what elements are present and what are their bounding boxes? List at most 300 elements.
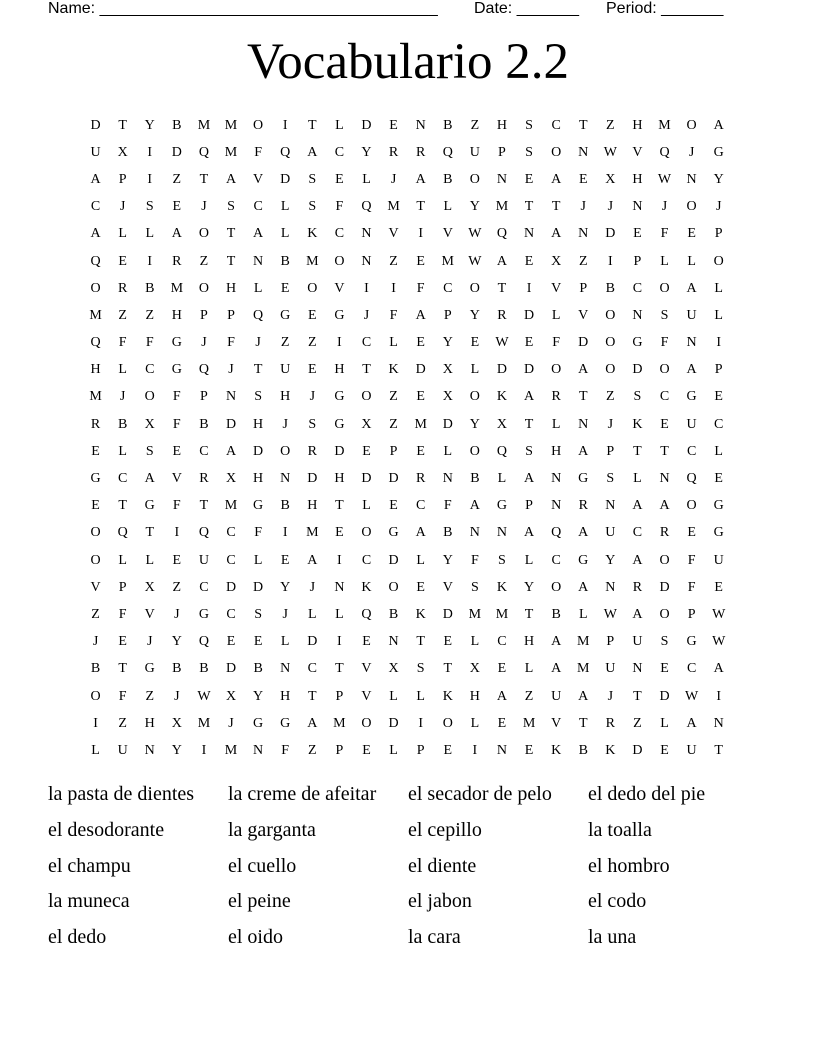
- grid-cell: S: [308, 171, 317, 187]
- grid-cell: M: [306, 253, 319, 269]
- grid-cell: G: [334, 389, 345, 405]
- grid-cell: K: [605, 742, 616, 758]
- grid-cell: V: [253, 171, 264, 187]
- grid-cell: H: [280, 688, 291, 704]
- grid-cell: N: [578, 144, 589, 160]
- grid-cell: T: [633, 688, 642, 704]
- grid-cell: Q: [90, 335, 101, 351]
- grid-cell: I: [282, 525, 288, 541]
- grid-cell: C: [226, 552, 236, 568]
- grid-cell: D: [415, 362, 426, 378]
- grid-cell: E: [389, 117, 398, 133]
- grid-cell: P: [606, 443, 615, 459]
- grid-cell: B: [199, 661, 209, 677]
- grid-cell: O: [551, 579, 562, 595]
- grid-cell: D: [225, 416, 237, 432]
- grid-cell: H: [90, 362, 101, 378]
- grid-cell: X: [225, 688, 237, 704]
- grid-cell: C: [497, 634, 507, 650]
- grid-cell: Z: [606, 389, 615, 405]
- grid-cell: J: [282, 416, 288, 432]
- grid-cell: D: [659, 579, 670, 595]
- grid-cell: T: [199, 171, 209, 187]
- grid-cell: D: [225, 579, 237, 595]
- grid-cell: O: [90, 688, 101, 704]
- grid-cell: I: [391, 280, 396, 296]
- grid-cell: S: [525, 443, 533, 459]
- grid-cell: N: [469, 525, 480, 541]
- grid-cell: I: [174, 525, 180, 541]
- grid-cell: E: [172, 443, 182, 459]
- grid-cell: F: [118, 335, 127, 351]
- grid-cell: N: [253, 742, 264, 758]
- grid-cell: Y: [523, 579, 535, 595]
- grid-cell: L: [335, 117, 344, 133]
- grid-cell: L: [470, 634, 480, 650]
- grid-cell: R: [416, 471, 426, 487]
- grid-cell: H: [469, 688, 480, 704]
- grid-cell: N: [632, 307, 643, 323]
- grid-cell: S: [227, 199, 235, 215]
- grid-cell: G: [171, 335, 182, 351]
- grid-cell: G: [280, 307, 291, 323]
- grid-cell: S: [416, 661, 425, 677]
- grid-cell: O: [307, 280, 318, 296]
- grid-cell: F: [172, 389, 181, 405]
- grid-cell: O: [551, 144, 562, 160]
- grid-cell: G: [90, 471, 101, 487]
- grid-cell: D: [632, 742, 643, 758]
- grid-cell: F: [416, 280, 425, 296]
- grid-cell: E: [118, 634, 127, 650]
- grid-cell: X: [469, 661, 480, 677]
- grid-cell: N: [280, 661, 291, 677]
- grid-cell: J: [363, 307, 370, 323]
- name-field-label: Name: ______________________________________: [48, 0, 438, 17]
- grid-cell: B: [551, 606, 561, 622]
- grid-cell: S: [254, 389, 262, 405]
- period-field-label: Period: _______: [606, 0, 724, 17]
- grid-cell: K: [551, 742, 562, 758]
- grid-cell: U: [117, 742, 128, 758]
- word-list-item: la toalla: [588, 818, 652, 841]
- word-list-item: el jabon: [408, 890, 472, 913]
- grid-cell: A: [578, 443, 589, 459]
- grid-cell: N: [686, 171, 697, 187]
- grid-cell: Z: [172, 171, 182, 187]
- grid-cell: X: [551, 253, 562, 269]
- grid-cell: P: [118, 171, 127, 187]
- grid-cell: N: [578, 416, 589, 432]
- grid-cell: Q: [253, 307, 264, 323]
- grid-cell: Q: [90, 253, 101, 269]
- grid-cell: A: [632, 498, 643, 514]
- grid-cell: F: [254, 525, 262, 541]
- grid-cell: D: [578, 335, 589, 351]
- grid-cell: O: [605, 335, 616, 351]
- grid-cell: C: [714, 416, 724, 432]
- grid-cell: T: [578, 117, 588, 133]
- grid-cell: M: [224, 498, 238, 514]
- grid-cell: J: [174, 606, 180, 622]
- grid-cell: Z: [118, 307, 127, 323]
- grid-cell: Y: [144, 117, 155, 133]
- grid-cell: K: [388, 362, 399, 378]
- grid-cell: R: [388, 144, 399, 160]
- grid-cell: I: [607, 253, 613, 269]
- grid-cell: R: [632, 579, 643, 595]
- grid-cell: E: [524, 742, 534, 758]
- grid-cell: E: [362, 742, 371, 758]
- grid-cell: T: [497, 280, 507, 296]
- grid-cell: X: [442, 389, 453, 405]
- grid-cell: L: [660, 715, 669, 731]
- grid-cell: L: [470, 362, 480, 378]
- grid-cell: L: [714, 280, 723, 296]
- word-list-item: la muneca: [48, 890, 130, 913]
- grid-cell: Y: [171, 634, 182, 650]
- grid-cell: I: [418, 226, 423, 242]
- grid-cell: F: [254, 144, 262, 160]
- grid-cell: G: [280, 715, 291, 731]
- grid-cell: B: [90, 661, 101, 677]
- grid-cell: S: [498, 552, 506, 568]
- grid-cell: B: [253, 661, 263, 677]
- grid-cell: S: [254, 606, 262, 622]
- grid-cell: J: [715, 199, 722, 215]
- grid-cell: E: [226, 634, 236, 650]
- grid-cell: Y: [280, 579, 291, 595]
- grid-cell: E: [172, 199, 182, 215]
- grid-cell: O: [469, 280, 480, 296]
- grid-cell: T: [253, 362, 263, 378]
- grid-cell: I: [282, 117, 288, 133]
- grid-cell: A: [496, 688, 508, 704]
- grid-cell: O: [659, 606, 670, 622]
- grid-cell: S: [525, 144, 533, 160]
- grid-cell: I: [147, 253, 153, 269]
- grid-cell: D: [659, 688, 670, 704]
- grid-cell: N: [361, 253, 372, 269]
- grid-cell: U: [469, 144, 480, 160]
- grid-cell: T: [578, 715, 588, 731]
- grid-cell: Z: [91, 606, 100, 622]
- grid-cell: I: [337, 634, 342, 650]
- grid-cell: R: [578, 498, 588, 514]
- grid-cell: U: [551, 688, 562, 704]
- grid-cell: J: [661, 199, 668, 215]
- grid-cell: O: [90, 280, 101, 296]
- grid-cell: T: [335, 498, 344, 514]
- grid-cell: O: [659, 280, 670, 296]
- grid-cell: Q: [442, 144, 453, 160]
- grid-cell: X: [388, 661, 399, 677]
- grid-cell: M: [658, 117, 671, 133]
- grid-cell: M: [170, 280, 184, 296]
- grid-cell: L: [335, 606, 344, 622]
- grid-cell: O: [686, 199, 697, 215]
- grid-cell: F: [443, 498, 452, 514]
- grid-cell: F: [227, 335, 235, 351]
- grid-cell: J: [228, 362, 234, 378]
- grid-cell: M: [333, 715, 346, 731]
- grid-cell: L: [389, 742, 398, 758]
- grid-cell: I: [418, 715, 423, 731]
- grid-cell: M: [224, 742, 238, 758]
- grid-cell: I: [716, 688, 722, 704]
- grid-cell: C: [443, 280, 453, 296]
- grid-cell: U: [198, 552, 209, 568]
- grid-cell: P: [335, 742, 344, 758]
- grid-cell: T: [226, 253, 236, 269]
- grid-cell: R: [659, 525, 670, 541]
- grid-cell: T: [578, 389, 588, 405]
- grid-cell: G: [686, 389, 697, 405]
- word-list-item: la creme de afeitar: [228, 783, 377, 805]
- grid-cell: O: [90, 525, 101, 541]
- grid-cell: N: [280, 471, 291, 487]
- grid-cell: T: [714, 742, 723, 758]
- word-list-item: el dedo del pie: [588, 783, 706, 805]
- grid-cell: P: [633, 253, 642, 269]
- grid-cell: Q: [280, 144, 291, 160]
- grid-cell: E: [308, 362, 317, 378]
- grid-cell: E: [118, 253, 127, 269]
- grid-cell: G: [713, 498, 724, 514]
- word-list-item: la cara: [408, 926, 461, 949]
- grid-cell: Q: [551, 525, 562, 541]
- grid-cell: L: [389, 335, 398, 351]
- grid-cell: G: [334, 416, 345, 432]
- grid-cell: A: [253, 226, 264, 242]
- grid-cell: H: [280, 389, 291, 405]
- grid-cell: Y: [605, 552, 616, 568]
- grid-cell: M: [89, 307, 102, 323]
- grid-cell: A: [659, 498, 670, 514]
- grid-cell: T: [118, 498, 127, 514]
- grid-cell: C: [145, 362, 155, 378]
- grid-cell: W: [685, 688, 699, 704]
- grid-cell: V: [90, 579, 101, 595]
- word-list-item: el secador de pelo: [408, 783, 552, 805]
- grid-cell: K: [632, 416, 643, 432]
- grid-cell: A: [90, 171, 101, 187]
- grid-cell: Z: [308, 335, 317, 351]
- grid-cell: C: [551, 117, 561, 133]
- grid-cell: Z: [606, 117, 615, 133]
- grid-cell: L: [524, 552, 534, 568]
- grid-cell: D: [442, 416, 453, 432]
- grid-cell: A: [307, 715, 318, 731]
- grid-cell: N: [415, 117, 426, 133]
- grid-cell: S: [145, 443, 154, 459]
- grid-cell: M: [495, 199, 509, 215]
- grid-cell: D: [388, 552, 399, 568]
- word-list-item: el codo: [588, 890, 647, 913]
- grid-cell: G: [253, 715, 264, 731]
- grid-cell: B: [172, 661, 182, 677]
- grid-cell: G: [496, 498, 508, 514]
- grid-cell: G: [632, 335, 643, 351]
- grid-cell: K: [307, 226, 318, 242]
- grid-cell: B: [443, 525, 453, 541]
- grid-cell: U: [713, 552, 724, 568]
- grid-cell: F: [552, 335, 561, 351]
- word-list-item: el champu: [48, 854, 131, 877]
- grid-cell: E: [497, 661, 507, 677]
- grid-cell: C: [416, 498, 426, 514]
- grid-cell: H: [334, 362, 345, 378]
- grid-cell: H: [171, 307, 182, 323]
- grid-cell: N: [144, 742, 155, 758]
- word-list-item: la una: [588, 926, 637, 949]
- grid-cell: N: [334, 579, 345, 595]
- grid-cell: W: [603, 144, 617, 160]
- grid-cell: H: [496, 117, 508, 133]
- grid-cell: Z: [389, 416, 398, 432]
- grid-cell: X: [361, 416, 372, 432]
- grid-cell: P: [227, 307, 235, 323]
- grid-cell: U: [686, 416, 697, 432]
- word-list-item: la pasta de dientes: [48, 783, 195, 805]
- grid-cell: S: [660, 307, 669, 323]
- grid-cell: J: [607, 416, 614, 432]
- grid-cell: T: [308, 688, 317, 704]
- grid-cell: L: [497, 471, 507, 487]
- grid-cell: U: [90, 144, 101, 160]
- header-fields: [0, 0, 816, 20]
- grid-cell: F: [335, 199, 344, 215]
- grid-cell: T: [416, 634, 425, 650]
- grid-cell: A: [469, 498, 480, 514]
- grid-cell: O: [713, 253, 724, 269]
- grid-cell: D: [307, 634, 318, 650]
- grid-cell: C: [307, 661, 317, 677]
- grid-cell: O: [253, 117, 264, 133]
- grid-cell: Z: [280, 335, 290, 351]
- grid-cell: H: [523, 634, 535, 650]
- grid-cell: A: [713, 661, 724, 677]
- grid-cell: T: [416, 199, 425, 215]
- grid-cell: O: [659, 552, 670, 568]
- grid-cell: V: [334, 280, 345, 296]
- grid-cell: J: [309, 579, 316, 595]
- grid-cell: V: [551, 715, 562, 731]
- word-list-item: el diente: [408, 854, 477, 877]
- grid-cell: R: [497, 307, 507, 323]
- grid-cell: E: [416, 389, 425, 405]
- grid-cell: N: [578, 226, 589, 242]
- grid-cell: E: [497, 715, 507, 731]
- grid-cell: L: [362, 171, 371, 187]
- word-list-item: el peine: [228, 890, 291, 913]
- grid-cell: E: [660, 742, 669, 758]
- grid-cell: M: [197, 715, 211, 731]
- grid-cell: C: [551, 552, 561, 568]
- grid-cell: F: [660, 335, 669, 351]
- grid-cell: R: [172, 253, 182, 269]
- grid-cell: R: [605, 715, 615, 731]
- word-search-grid: [82, 112, 734, 765]
- grid-cell: S: [606, 471, 615, 487]
- grid-cell: Z: [118, 715, 127, 731]
- grid-cell: O: [388, 579, 399, 595]
- grid-cell: Q: [686, 471, 697, 487]
- grid-cell: L: [280, 634, 290, 650]
- grid-cell: G: [388, 525, 399, 541]
- grid-cell: L: [578, 606, 588, 622]
- grid-cell: A: [144, 471, 155, 487]
- grid-cell: P: [525, 498, 533, 514]
- grid-cell: R: [117, 280, 128, 296]
- grid-cell: O: [469, 389, 480, 405]
- grid-cell: X: [117, 144, 128, 160]
- word-list-item: el dedo: [48, 926, 107, 949]
- grid-cell: H: [632, 171, 643, 187]
- grid-cell: L: [118, 552, 127, 568]
- grid-cell: B: [117, 416, 128, 432]
- grid-cell: H: [253, 416, 264, 432]
- grid-cell: F: [389, 307, 398, 323]
- grid-cell: C: [361, 335, 372, 351]
- grid-cell: E: [416, 335, 425, 351]
- grid-cell: F: [145, 335, 154, 351]
- grid-cell: B: [443, 171, 453, 187]
- grid-cell: B: [388, 606, 399, 622]
- grid-cell: O: [144, 389, 155, 405]
- grid-cell: A: [496, 253, 508, 269]
- grid-cell: J: [282, 606, 288, 622]
- grid-cell: T: [551, 199, 561, 215]
- grid-cell: P: [200, 389, 208, 405]
- grid-cell: O: [361, 389, 372, 405]
- grid-cell: M: [306, 525, 319, 541]
- grid-cell: N: [442, 471, 453, 487]
- grid-cell: M: [441, 253, 454, 269]
- grid-cell: U: [605, 525, 616, 541]
- grid-cell: F: [118, 688, 127, 704]
- grid-cell: O: [361, 715, 372, 731]
- grid-cell: D: [388, 715, 399, 731]
- grid-cell: Z: [389, 389, 398, 405]
- grid-cell: O: [90, 552, 101, 568]
- grid-cell: V: [442, 579, 453, 595]
- grid-cell: A: [551, 226, 562, 242]
- grid-cell: S: [308, 416, 317, 432]
- word-list-item: el hombro: [588, 854, 670, 877]
- grid-cell: C: [199, 579, 209, 595]
- word-list-item: el desodorante: [48, 818, 165, 841]
- grid-cell: G: [713, 525, 724, 541]
- grid-cell: V: [388, 226, 399, 242]
- grid-cell: M: [224, 117, 238, 133]
- grid-cell: B: [172, 117, 182, 133]
- grid-cell: A: [632, 552, 643, 568]
- grid-cell: V: [171, 471, 182, 487]
- grid-cell: P: [687, 606, 696, 622]
- grid-cell: D: [523, 362, 535, 378]
- grid-cell: Z: [578, 253, 588, 269]
- grid-cell: P: [579, 280, 588, 296]
- grid-cell: L: [280, 226, 290, 242]
- grid-cell: K: [415, 606, 426, 622]
- grid-cell: G: [578, 471, 589, 487]
- grid-cell: T: [199, 498, 209, 514]
- grid-cell: P: [389, 443, 398, 459]
- grid-cell: P: [416, 742, 425, 758]
- grid-cell: A: [551, 661, 562, 677]
- grid-cell: T: [633, 443, 642, 459]
